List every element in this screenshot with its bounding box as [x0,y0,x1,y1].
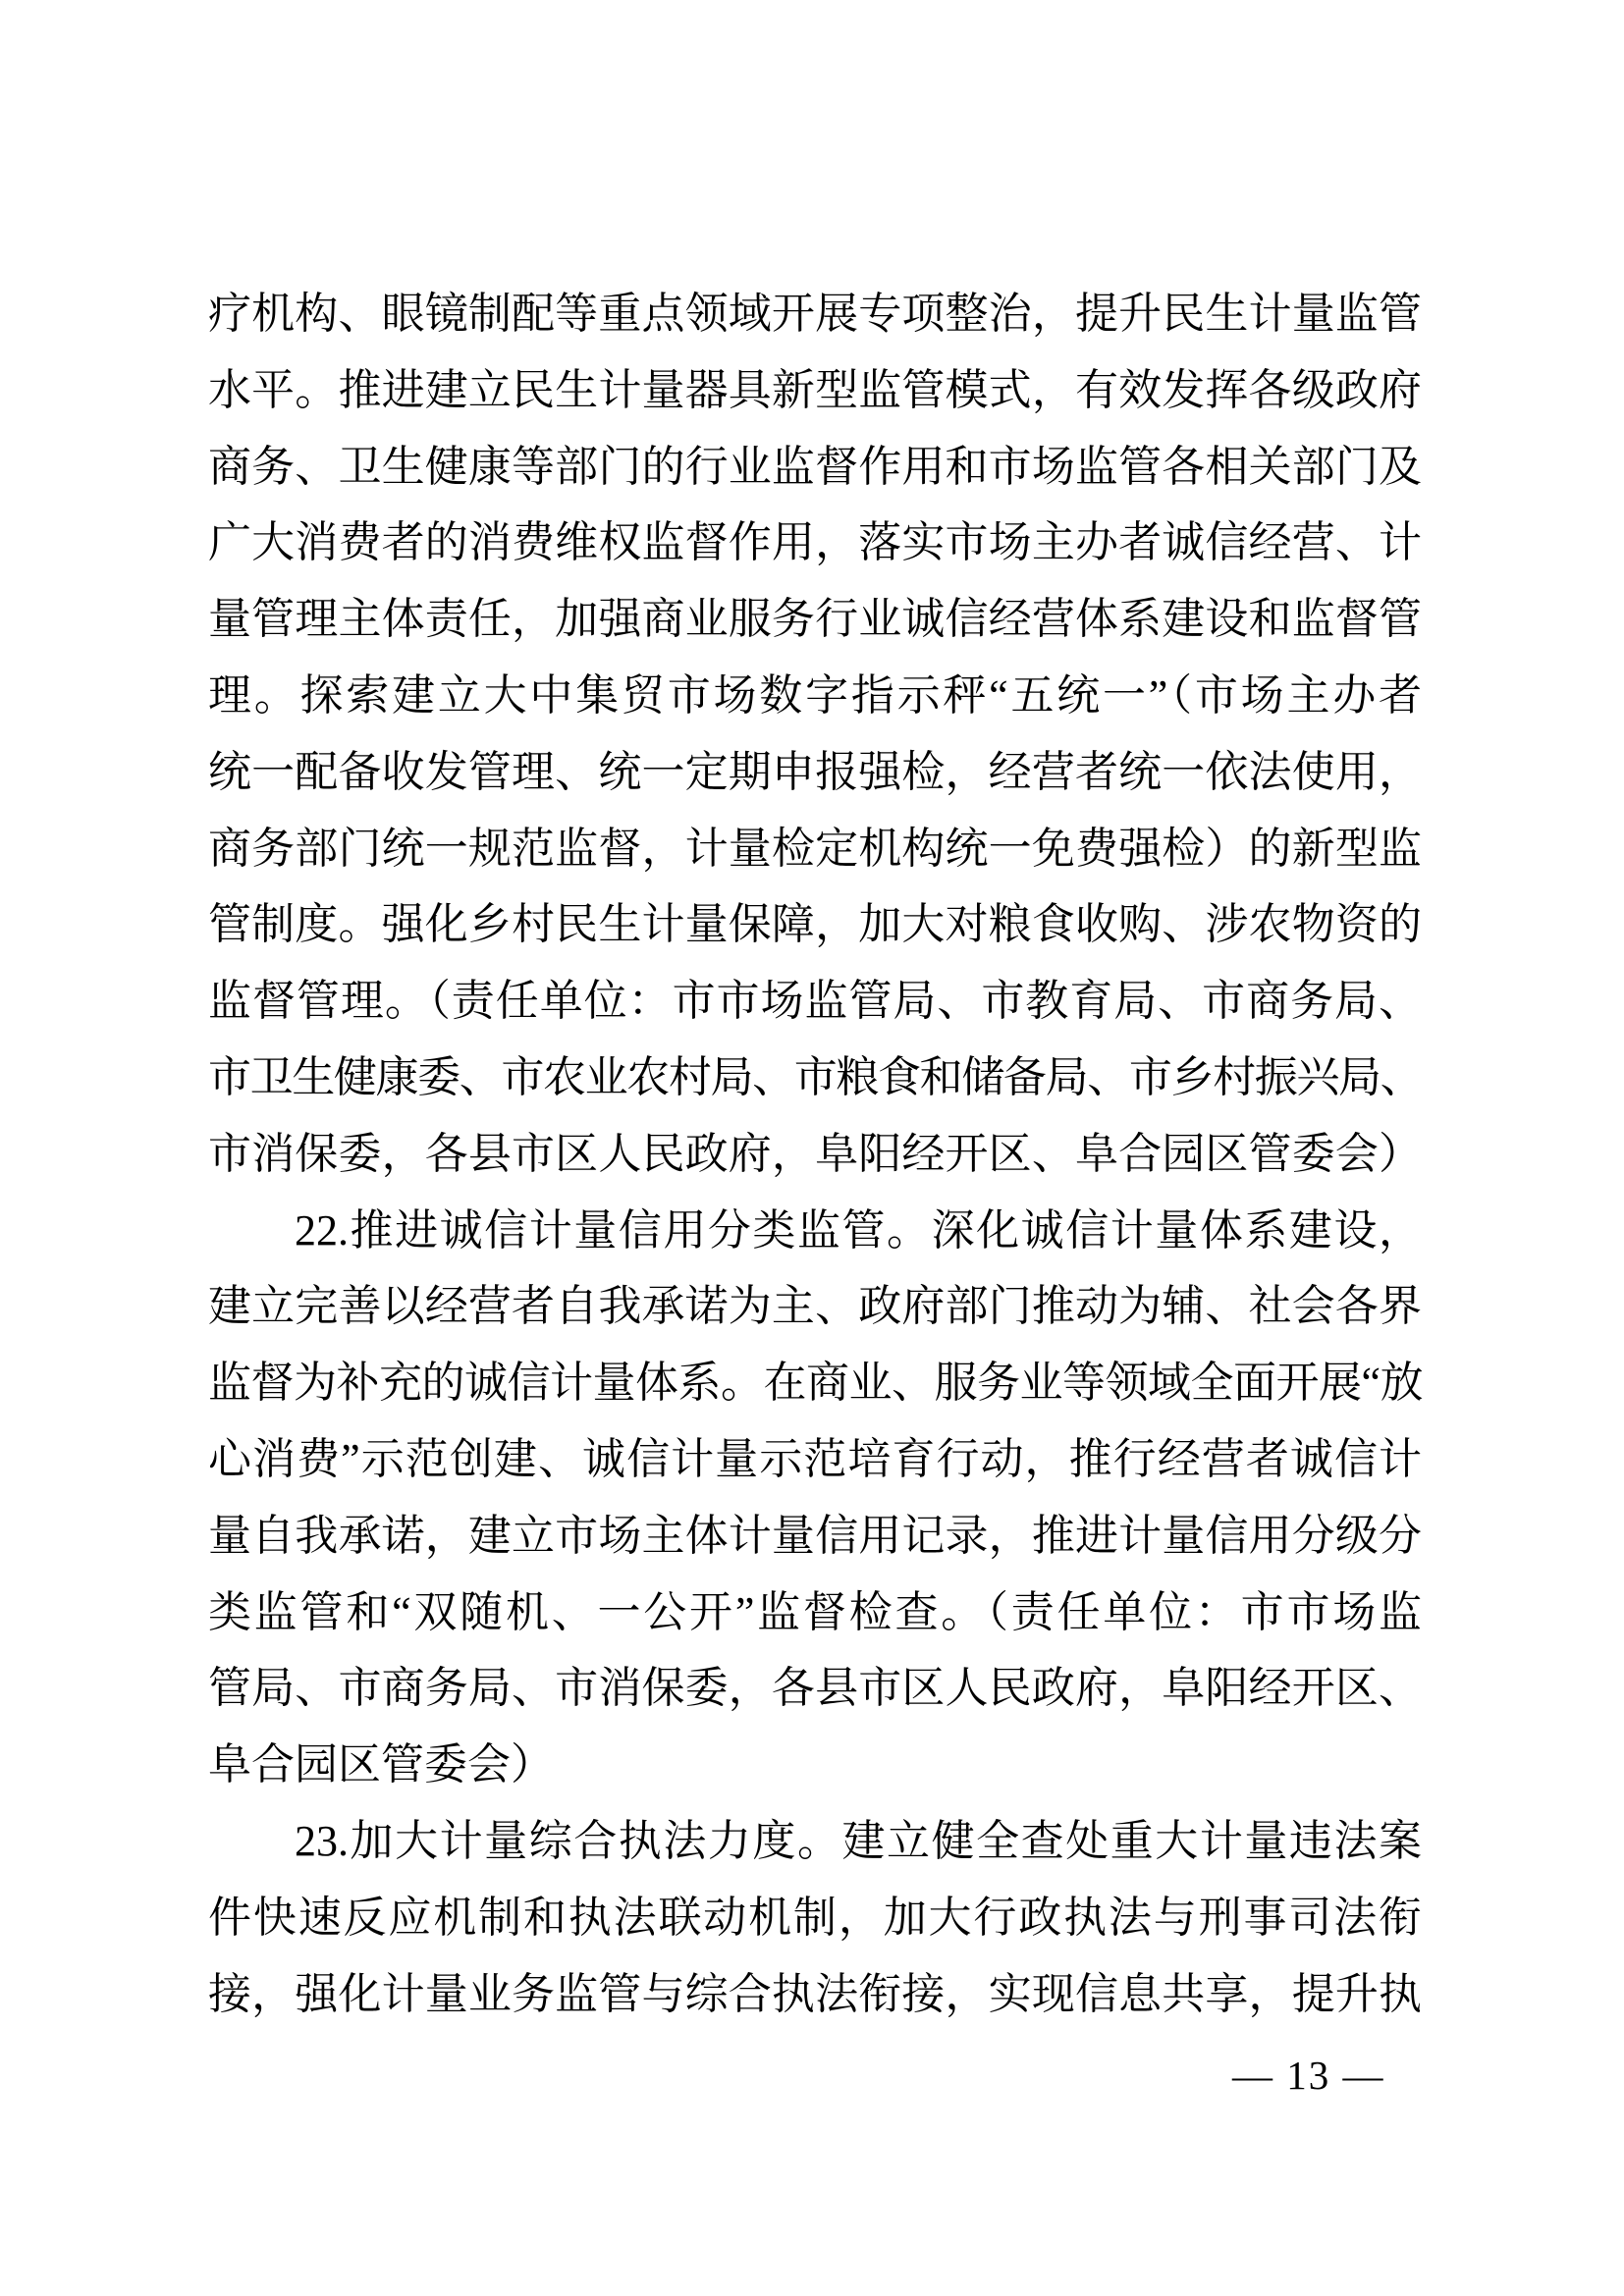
text-line: 22.推进诚信计量信用分类监管。深化诚信计量体系建设， [295,1205,1422,1255]
text-line: 量管理主体责任，加强商业服务行业诚信经营体系建设和监督管 [208,595,1422,644]
page-number: — 13 — [1232,2053,1385,2098]
text-line: 商务部门统一规范监督，计量检定机构统一免费强检）的新型监 [208,824,1422,873]
text-line: 市卫生健康委、市农业农村局、市粮食和储备局、市乡村振兴局、 [208,1052,1422,1101]
text-line: 接，强化计量业务监管与综合执法衔接，实现信息共享，提升执 [208,1969,1422,2018]
text-line: 疗机构、眼镜制配等重点领域开展专项整治，提升民生计量监管 [208,290,1422,338]
text-line: 统一配备收发管理、统一定期申报强检，经营者统一依法使用， [208,747,1422,796]
text-line: 量自我承诺，建立市场主体计量信用记录，推进计量信用分级分 [208,1511,1422,1560]
text-line: 建立完善以经营者自我承诺为主、政府部门推动为辅、社会各界 [208,1282,1422,1331]
text-line: 管局、市商务局、市消保委，各县市区人民政府，阜阳经开区、 [208,1664,1422,1713]
text-line: 商务、卫生健康等部门的行业监督作用和市场监管各相关部门及 [208,442,1422,491]
text-line: 心消费”示范创建、诚信计量示范培育行动，推行经营者诚信计 [208,1434,1422,1483]
text-line: 市消保委，各县市区人民政府，阜阳经开区、阜合园区管委会） [208,1129,1422,1178]
document-body [208,276,1422,2032]
text-line: 管制度。强化乡村民生计量保障，加大对粮食收购、涉农物资的 [208,900,1422,949]
text-line: 23.加大计量综合执法力度。建立健全查处重大计量违法案 [295,1816,1422,1865]
text-line: 水平。推进建立民生计量器具新型监管模式，有效发挥各级政府 [208,365,1422,414]
text-line: 理。探索建立大中集贸市场数字指示秤“五统一”（市场主办者 [208,670,1422,720]
text-line: 类监管和“双随机、一公开”监督检查。（责任单位：市市场监 [208,1587,1422,1636]
text-line: 阜合园区管委会） [208,1740,554,1789]
text-line: 监督为补充的诚信计量体系。在商业、服务业等领域全面开展“放 [208,1359,1422,1408]
text-line: 件快速反应机制和执法联动机制，加大行政执法与刑事司法衔 [208,1893,1422,1942]
text-line: 广大消费者的消费维权监督作用，落实市场主办者诚信经营、计 [208,518,1422,567]
text-line: 监督管理。（责任单位：市市场监管局、市教育局、市商务局、 [208,977,1422,1026]
